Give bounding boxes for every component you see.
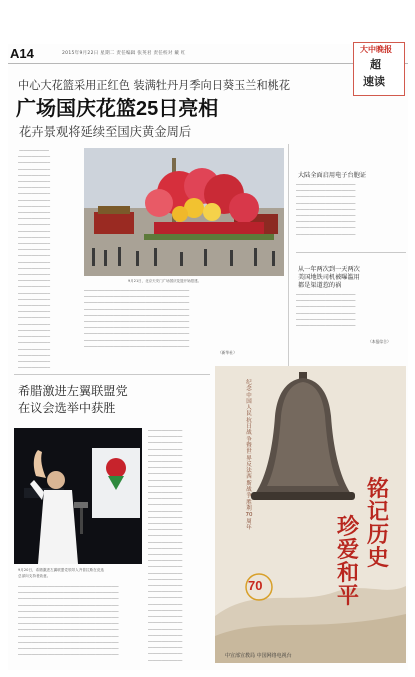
page-number: A14 [10, 46, 34, 61]
lead-photo-caption: 9月21日，北京天安门广场国庆花篮开始搭建。 [128, 279, 202, 283]
ad-tagline: 纪念中国人民抗日战争暨世界反法西斯战争胜利70周年 [245, 380, 253, 531]
ad-slogan-1: 铭记历史 [366, 476, 389, 571]
page-header [8, 44, 408, 64]
lead-kicker: 中心大花篮采用正红色 装满牡丹月季向日葵玉兰和桃花 [18, 79, 291, 92]
rally-photo-illustration [14, 428, 142, 564]
sidebar-end-mark: （本报综合） [368, 339, 391, 344]
sidebar-title-2c: 都是渠道惹的祸 [298, 282, 342, 289]
sidebar-rule [288, 144, 289, 374]
lead-body-bottom: ────────────────────────────────────────────── ────────────────────────────────────────────── ────────────────────────────────────────────── ────────────────────────────────────────────── ────────────────────────────────────────────── ────────────────────────────────────────────── ────────────────────────────────────────────── ────────────────────────────────────────────── ────────────────────────────────────────────── ────────────────────────────────────────────── [84, 288, 190, 349]
ad-footer: 中宣部宣教局 中国网络电视台 [225, 653, 292, 659]
anniversary-ad [215, 366, 406, 663]
section-word-2: 速读 [363, 76, 385, 88]
greece-caption-line-2: 总部向支持者致意。 [18, 573, 51, 578]
greece-body-right: ─────────────── ─────────────── ─────────────── ─────────────── ─────────────── ─────────────── ─────────────── ─────────────── ─────────────── ─────────────── ─────────────── ─────────────── ─────────────── ─────────────── ─────────────── ─────────────── ─────────────── ─────────────── ─────────────── ─────────────── ─────────────── ─────────────── ─────────────── ─────────────── ─────────────── ─────────────── ─────────────── ─────────────── ─────────────── ─────────────── ─────────────── ─────────────── ─────────────── ─────────────── ─────────────── ─────────────── ─────────────── ─────────────── [148, 428, 183, 663]
lead-subhead: 花卉景观将延续至国庆黄金周后 [19, 125, 192, 139]
sidebar-divider [296, 252, 406, 253]
lead-headline: 广场国庆花篮25日亮相 [16, 98, 219, 120]
greece-headline: 在议会选举中获胜 [18, 401, 116, 415]
sidebar-title-2a: 从一年两次到一天两次 [298, 266, 360, 273]
lead-body-left: ───────────── ────────────── ────────────── ────────────── ────────────── ────────────── ────────────── ────────────── ────────────── ────────────── ────────────── ────────────── ────────────── ────────────── ────────────── ────────────── ────────────── ────────────── ────────────── ────────────── ────────────── ────────────── ────────────── ────────────── ────────────── ────────────── ────────────── ────────────── ────────────── ────────────── ────────────── ────────────── ────────────── ────────────── ────────────── ────────────── [18, 148, 51, 371]
ad-slogan-2: 珍爱和平 [336, 514, 359, 609]
newspaper-page [8, 44, 408, 670]
greece-photo [14, 428, 142, 564]
sidebar-title-2b: 美国地铁司机被曝滥用 [298, 274, 360, 281]
greece-body-bottom: ──────────────────────────────────────────── ──────────────────────────────────────────── ──────────────────────────────────────────── ──────────────────────────────────────────── ──────────────────────────────────────────── ──────────────────────────────────────────── ──────────────────────────────────────────── ──────────────────────────────────────────── ──────────────────────────────────────────── ──────────────────────────────────────────── ──────────────────────────────────────────── ──────────────────────────────────────────── [18, 584, 119, 658]
greece-photo-caption [18, 568, 104, 579]
ad-badge-number: 70 [248, 578, 263, 593]
section-word-1: 超 [370, 59, 381, 71]
greece-kicker: 希腊激进左翼联盟党 [18, 384, 128, 398]
flower-basket-illustration [84, 148, 284, 276]
section-divider [14, 374, 210, 375]
dateline: 2015年9月22日 星期二 责任编辑 张英君 责任校对 戴 红 [62, 51, 186, 56]
sidebar-body-2: ────────────────────────── ────────────────────────── ────────────────────────── ────────────────────────── ────────────────────────── ────────────────────────── [296, 292, 356, 329]
greece-caption-line-1: 9月20日，希腊激进左翼联盟党领导人齐普拉斯在竞选 [18, 568, 104, 572]
sidebar-body-1: ────────────────────────── ────────────────────────── ────────────────────────── ────────────────────────── ────────────────────────── ────────────────────────── ────────────────────────── ────────────────────────── ────────────────────────── [296, 182, 356, 237]
sidebar-title-1: 大陆全面启用电子台胞证 [298, 172, 367, 179]
lead-end-mark: （新华社） [218, 350, 237, 355]
flower-basket-photo [84, 148, 284, 276]
newspaper-logo: 大中晚报 [360, 44, 392, 54]
